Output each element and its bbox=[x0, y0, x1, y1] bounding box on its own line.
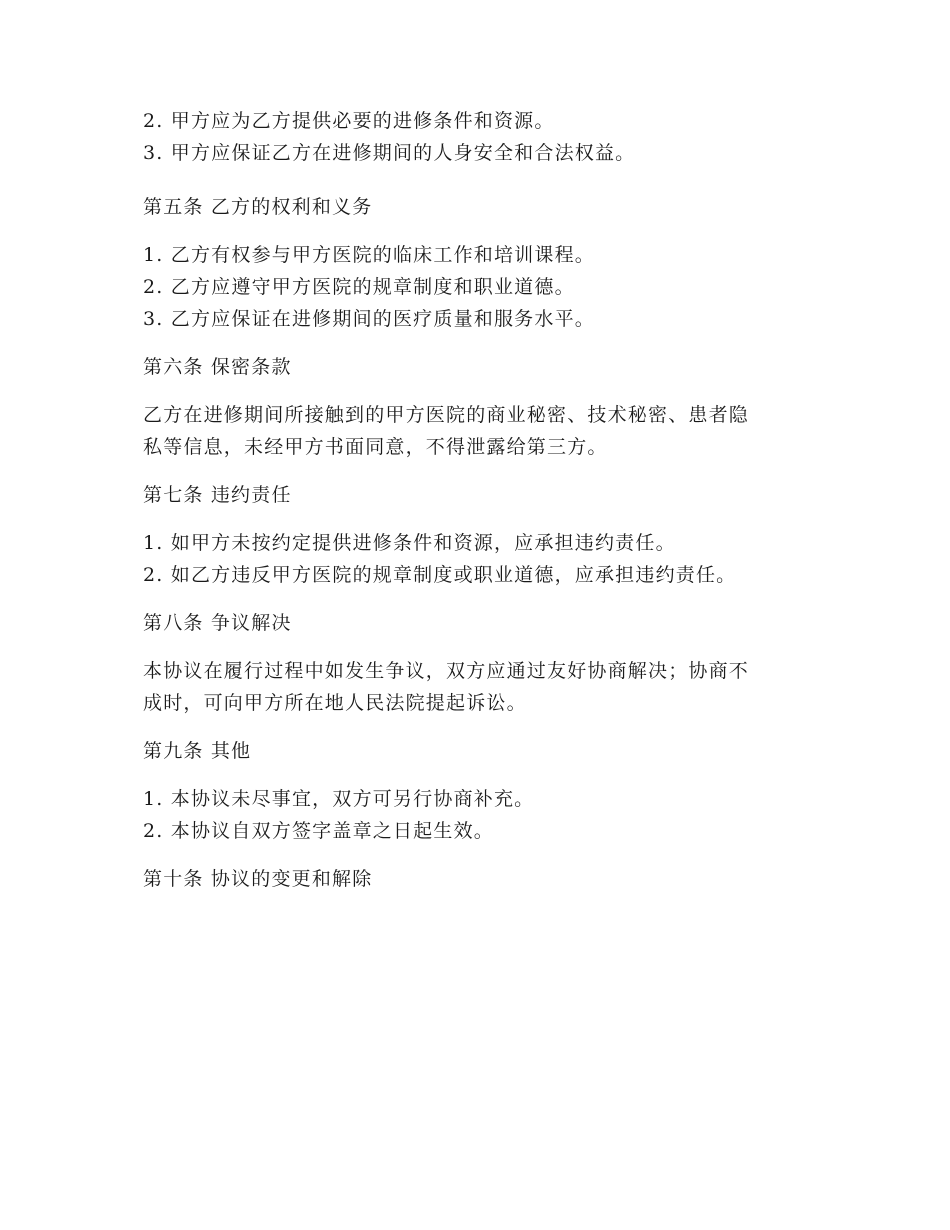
list-item: 2. 如乙方违反甲方医院的规章制度或职业道德，应承担违约责任。 bbox=[143, 564, 737, 586]
article-10-heading: 第十条 协议的变更和解除 bbox=[143, 868, 373, 890]
list-item: 1. 如甲方未按约定提供进修条件和资源，应承担违约责任。 bbox=[143, 532, 676, 554]
list-item: 2. 乙方应遵守甲方医院的规章制度和职业道德。 bbox=[143, 276, 575, 298]
article-6-heading: 第六条 保密条款 bbox=[143, 356, 292, 378]
list-item: 3. 乙方应保证在进修期间的医疗质量和服务水平。 bbox=[143, 308, 595, 330]
article-9-list bbox=[143, 783, 803, 847]
paragraph-line: 乙方在进修期间所接触到的甲方医院的商业秘密、技术秘密、患者隐 bbox=[143, 404, 750, 426]
list-item: 1. 本协议未尽事宜，双方可另行协商补充。 bbox=[143, 788, 535, 810]
paragraph-line: 成时，可向甲方所在地人民法院提起诉讼。 bbox=[143, 692, 527, 714]
article-9-heading: 第九条 其他 bbox=[143, 740, 252, 762]
article-8-heading: 第八条 争议解决 bbox=[143, 612, 292, 634]
article-6-paragraph bbox=[143, 399, 803, 463]
paragraph-line: 本协议在履行过程中如发生争议，双方应通过友好协商解决；协商不 bbox=[143, 660, 750, 682]
list-item: 3. 甲方应保证乙方在进修期间的人身安全和合法权益。 bbox=[143, 142, 636, 164]
document-page bbox=[143, 105, 803, 911]
list-item: 2. 甲方应为乙方提供必要的进修条件和资源。 bbox=[143, 110, 555, 132]
list-item: 2. 本协议自双方签字盖章之日起生效。 bbox=[143, 820, 494, 842]
article-5-heading: 第五条 乙方的权利和义务 bbox=[143, 196, 373, 218]
article-5-list bbox=[143, 239, 803, 335]
article-7-heading: 第七条 违约责任 bbox=[143, 484, 292, 506]
paragraph-line: 私等信息，未经甲方书面同意，不得泄露给第三方。 bbox=[143, 436, 608, 458]
list-item: 1. 乙方有权参与甲方医院的临床工作和培训课程。 bbox=[143, 244, 595, 266]
article-7-list bbox=[143, 527, 803, 591]
obligations-list-continued bbox=[143, 105, 803, 169]
article-8-paragraph bbox=[143, 655, 803, 719]
